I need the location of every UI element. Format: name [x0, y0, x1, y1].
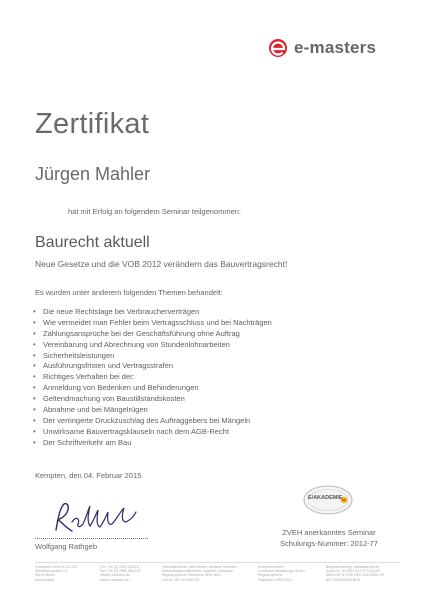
e-masters-logo	[268, 38, 418, 58]
footer-divider	[35, 562, 400, 563]
topic-item	[33, 340, 272, 351]
topic-text: Richtiges Verhalten bei der:	[43, 372, 135, 382]
footer-line: Registergericht:	[258, 573, 283, 578]
footer-management	[162, 565, 237, 582]
topic-text: Der verringerte Druckzuschlag des Auftraggebers bei Mängeln	[43, 415, 251, 425]
bullet-icon: •	[33, 350, 36, 360]
bullet-icon: •	[33, 372, 36, 382]
place-date: Kempten, den 04. Februar 2015	[35, 471, 142, 480]
footer-line: info@e-masters.de	[100, 573, 130, 578]
topic-item	[33, 372, 272, 383]
topic-item	[33, 438, 272, 449]
footer-line: Bankverbindung: Volksbank Büren	[326, 565, 380, 569]
topic-text: Die neue Rechtslage bei Verbraucherverträgen	[43, 307, 200, 316]
footer-line: Geschäftsführer: Jens Elsner, Andreas Heimann	[162, 565, 237, 569]
footer-line: Deutschland	[35, 577, 55, 582]
footer-line: Registergericht: Paderborn HRA 4522	[162, 573, 221, 578]
bullet-icon: •	[33, 437, 36, 447]
topic-text: Sicherheitsleistungen	[43, 350, 115, 360]
topic-text: Geltendmachung von Baustillstandskosten	[43, 394, 185, 404]
topic-text: Ausführungsfristen und Vertragsstrafen	[43, 361, 174, 371]
footer-line: e-masters Verwaltungs GmbH	[258, 569, 305, 574]
topic-item	[33, 351, 272, 362]
footer-line: Weinbrunnstraße 1/1	[35, 569, 68, 574]
intro-text: hat mit Erfolg an folgendem Seminar teilgenommen:	[68, 207, 242, 216]
bullet-icon: •	[33, 426, 36, 436]
topic-item	[33, 318, 272, 329]
topic-text: Unwirksame Bauvertragsklauseln nach dem AGB-Recht	[43, 426, 229, 436]
footer-line: USt-ID: DE 210 845 931	[162, 577, 200, 582]
bullet-icon: •	[33, 307, 36, 316]
bullet-icon: •	[33, 317, 36, 327]
accreditation-line-2: Schulungs-Nummer: 2012-77	[280, 538, 378, 548]
footer-line: Paderborn HRB 4523	[258, 577, 292, 582]
topic-text: Vereinbarung und Abrechnung von Stundenlohnarbeiten	[43, 339, 230, 349]
footer-line: Fax +49 (0) 2951 9318-20	[100, 569, 141, 574]
footer-line: IBAN DE78 4726 1500 0044 8451 00	[326, 573, 384, 578]
footer-line: Fon +49 (0) 2951 9318-0	[100, 565, 139, 569]
topic-text: Zahlungsansprüche bei der Geschäftsführung ohne Auftrag	[43, 328, 240, 338]
footer-line: www.e-masters.de	[100, 577, 129, 582]
certificate-title: Zertifikat	[35, 108, 150, 140]
footer-line: Aufsichtsratsvorsitzender: Joachim Holzhauer	[162, 569, 234, 574]
footer-line: Komplementärin:	[258, 565, 285, 569]
topic-item	[33, 383, 272, 394]
bullet-icon: •	[33, 383, 36, 393]
footer-bank	[326, 565, 384, 582]
course-title: Baurecht aktuell	[35, 234, 150, 251]
footer-contact	[100, 565, 141, 582]
bullet-icon: •	[33, 405, 36, 415]
topic-text: Abnahme und bei Mängelrügen	[43, 405, 148, 415]
recipient-name: Jürgen Mahler	[35, 164, 151, 184]
signer-name: Wolfgang Rathgeb	[35, 542, 97, 551]
footer-line: Konto-Nr. 44 8451 BLZ 472 615 00	[326, 569, 381, 574]
stamp-label: E/AKADEMIE	[308, 495, 343, 501]
topic-item	[33, 361, 272, 372]
bullet-icon: •	[33, 339, 36, 349]
footer-line: BIC GENODEM1BUS	[326, 577, 361, 582]
signature-line	[35, 538, 148, 539]
topic-item	[33, 307, 272, 318]
footer-line: 33142 Büren	[35, 573, 56, 578]
topics-list	[33, 307, 272, 449]
handwritten-signature	[50, 500, 140, 536]
topics-intro: Es wurden unter anderem folgenden Themen behandelt:	[35, 288, 223, 297]
brand-name: e-masters	[294, 38, 377, 57]
footer-line: e-masters GmbH & Co. KG	[35, 565, 78, 569]
accreditation-line-1: ZVEH anerkanntes Seminar	[282, 528, 376, 537]
bullet-icon: •	[33, 415, 36, 425]
topic-text: Wie vermeidet man Fehler beim Vertragsschluss und bei Nachträgen	[43, 317, 272, 327]
topic-text: Anmeldung von Bedenken und Behinderungen	[43, 383, 199, 393]
bullet-icon: •	[33, 361, 36, 371]
topic-item	[33, 329, 272, 340]
bullet-icon: •	[33, 394, 36, 404]
topic-item	[33, 394, 272, 405]
topic-text: Der Schriftverkehr am Bau	[43, 437, 132, 447]
topic-item	[33, 405, 272, 416]
topic-item	[33, 427, 272, 438]
accreditation	[264, 528, 394, 549]
topic-item	[33, 416, 272, 427]
footer-company	[35, 565, 77, 582]
footer-registry	[258, 565, 305, 582]
course-subtitle: Neue Gesetze und die VOB 2012 verändern das Bauvertragsrecht!	[35, 259, 288, 269]
e-masters-logo-icon	[268, 38, 288, 58]
bullet-icon: •	[33, 328, 36, 338]
